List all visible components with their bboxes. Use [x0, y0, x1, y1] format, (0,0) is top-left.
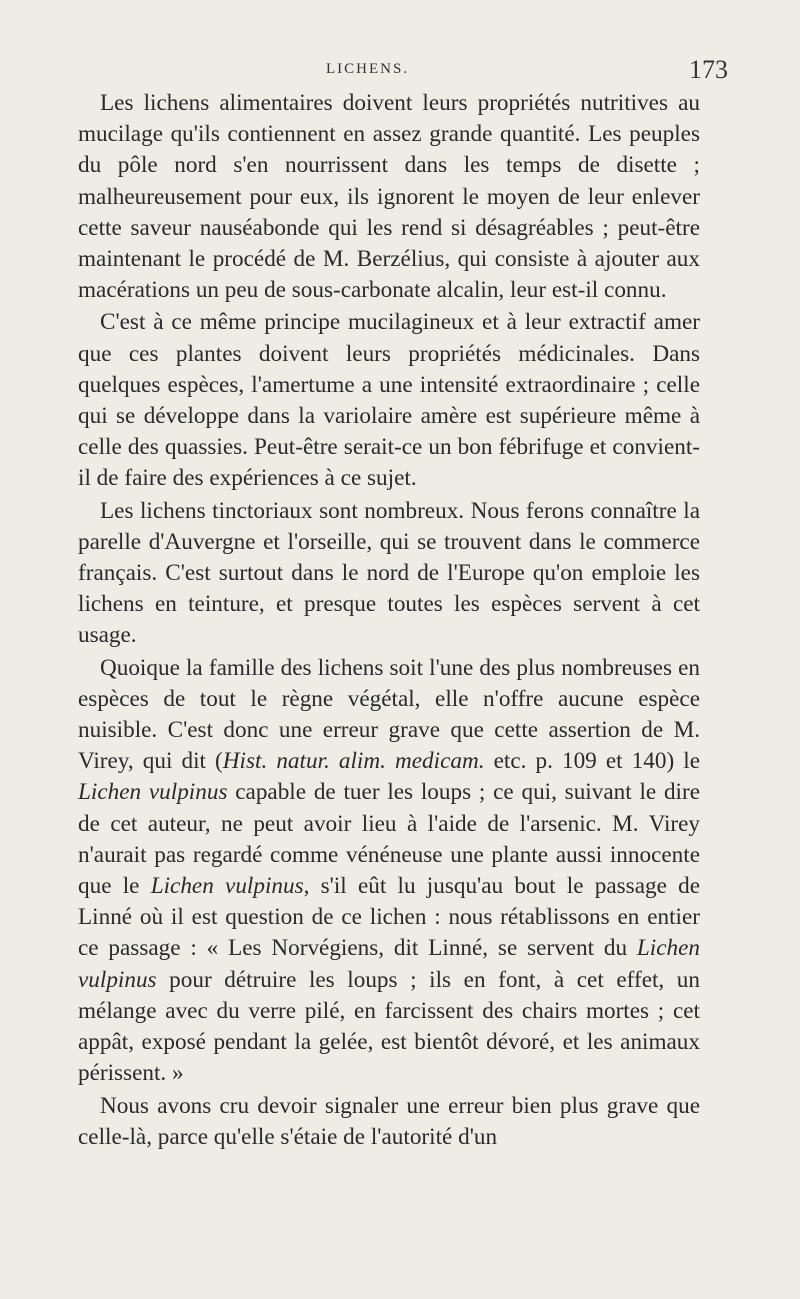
species-name: Lichen vulpinus — [78, 935, 700, 993]
page-number: 173 — [689, 55, 728, 84]
text-run: capable de tuer les loups ; ce qui, suivant le dire de cet auteur, ne peut avoir lieu à l'aide de l'arsenic. M. Virey n'aurait pas regardé comme vénéneuse une plante aussi innocente que le — [78, 779, 701, 900]
paragraph: Les lichens alimentaires doivent leurs propriétés nutritives au mucilage qu'ils contiennent en assez grande quantité. Les peuples du pôle nord s'en nourrissent dans les temps de disette ; malheureusement pour eux, ils ignorent le moyen de leur enlever cette saveur nauséabonde qui les rend si désagréables ; peut-être maintenant le procédé de M. Berzélius, qui consiste à ajouter aux macérations un peu de sous-carbonate alcalin, leur est-il connu. — [78, 90, 700, 304]
body-text — [78, 88, 700, 1153]
text-run: Quoique la famille des lichens soit l'une des plus nombreuses en espèces de tout le règne végétal, elle n'offre aucune espèce nuisible. C'est donc une erreur grave que cette assertion de M. Virey, qui dit ( — [78, 654, 700, 775]
paragraph: Nous avons cru devoir signaler une erreur bien plus grave que celle-là, parce qu'elle s'étaie de l'autorité d'un — [78, 1092, 700, 1150]
paragraph: C'est à ce même principe mucilagineux et à leur extractif amer que ces plantes doivent leurs propriétés médicinales. Dans quelques espèces, l'amertume a une intensité extraordinaire ; celle qui se développe dans la variolaire amère est supérieure même à celle des quassies. Peut-être serait-ce un bon fébrifuge et convient-il de faire des expériences à ce sujet. — [78, 309, 700, 492]
text-run: etc. p. 109 et 140) le — [484, 748, 701, 775]
running-title: LICHENS. — [326, 61, 410, 77]
text-run: , s'il eût lu jusqu'au bout le passage de Linné où il est question de ce lichen : nous rétablissons en entier ce passage : « Les Norvégiens, dit Linné, se servent du — [78, 873, 700, 962]
text-run: pour détruire les loups ; ils en font, à cet effet, un mélange avec du verre pilé, en farcissent des chairs mortes ; cet appât, exposé pendant la gelée, est bientôt dévoré, et les animaux périssent. » — [78, 966, 700, 1087]
paragraph: Les lichens tinctoriaux sont nombreux. Nous ferons connaître la parelle d'Auvergne et l'orseille, qui se trouvent dans le commerce français. C'est surtout dans le nord de l'Europe qu'on emploie les lichens en teinture, et presque toutes les espèces servent à cet usage. — [78, 497, 700, 649]
species-name: Lichen vulpinus — [150, 873, 304, 900]
species-name: Lichen vulpinus — [78, 779, 228, 806]
citation-italic: Hist. natur. alim. medicam. — [222, 748, 485, 775]
page-header — [80, 55, 728, 85]
paragraph — [78, 653, 700, 1090]
